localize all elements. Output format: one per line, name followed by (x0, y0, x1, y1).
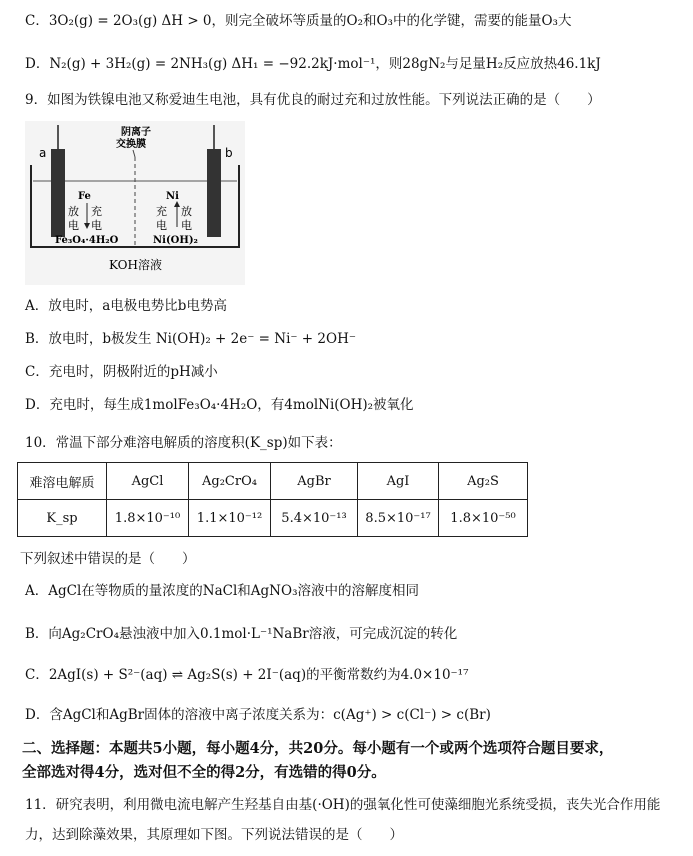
option-d-prev: D．N₂(g) + 3H₂(g) = 2NH₃(g) ΔH₁ = −92.2kJ·mol⁻¹，则28gN₂与足量H₂反应放热46.1kJ (25, 56, 601, 72)
question-10: 10．常温下部分难溶电解质的溶度积(K_sp)如下表： (25, 435, 342, 451)
svg-text:电: 电 (91, 219, 102, 232)
q10-option-d[interactable]: D．含AgCl和AgBr固体的溶液中离子浓度关系为：c(Ag⁺) > c(Cl⁻) > c(Br) (25, 707, 491, 723)
label-b: b (225, 146, 233, 160)
membrane-label-1: 阴离子 (121, 127, 151, 138)
table-cell: AgBr (271, 463, 358, 500)
label-a: a (39, 146, 47, 160)
membrane-label-2: 交换膜 (116, 139, 146, 150)
question-9: 9．如图为铁镍电池又称爱迪生电池，具有优良的耐过充和过放性能。下列说法正确的是（ ） (25, 92, 601, 108)
table-cell: 5.4×10⁻¹³ (271, 500, 358, 537)
table-cell: 1.8×10⁻¹⁰ (107, 500, 189, 537)
question-10-stem: 下列叙述中错误的是（ ） (20, 551, 196, 567)
electrode-b (207, 149, 221, 237)
q9-option-a[interactable]: A．放电时，a电极电势比b电势高 (25, 298, 227, 314)
option-c-prev: C．3O₂(g) = 2O₃(g) ΔH > 0，则完全破坏等质量的O₂和O₃中的化学键，需要的能量O₃大 (25, 13, 572, 29)
question-11: 11．研究表明，利用微电流电解产生羟基自由基(·OH)的强氧化性可使藻细胞光系统受损，丧失光合作用能 (25, 797, 661, 813)
electrode-a (51, 149, 65, 237)
table-cell: 8.5×10⁻¹⁷ (358, 500, 439, 537)
q9-option-b[interactable]: B．放电时，b极发生 Ni(OH)₂ + 2e⁻ = Ni⁻ + 2OH⁻ (25, 331, 356, 347)
svg-text:放: 放 (68, 205, 79, 218)
table-cell: 1.1×10⁻¹² (189, 500, 271, 537)
question-11-cont: 力，达到除藻效果，其原理如下图。下列说法错误的是（ ） (25, 827, 403, 843)
edison-battery-diagram (25, 121, 245, 285)
ksp-table (17, 462, 528, 537)
label-left-product: Fe₃O₄·4H₂O (55, 235, 119, 246)
q9-option-d[interactable]: D．充电时，每生成1molFe₃O₄·4H₂O，有4molNi(OH)₂被氧化 (25, 397, 414, 413)
table-cell: K_sp (18, 500, 107, 537)
table-cell: 1.8×10⁻⁵⁰ (439, 500, 528, 537)
label-electrolyte: KOH溶液 (109, 258, 162, 272)
section-2-heading-cont: 全部选对得4分，选对但不全的得2分，有选错的得0分。 (22, 764, 386, 781)
q10-option-c[interactable]: C．2AgI(s) + S²⁻(aq) ⇌ Ag₂S(s) + 2I⁻(aq)的平衡常数约为4.0×10⁻¹⁷ (25, 667, 469, 683)
table-cell: AgCl (107, 463, 189, 500)
svg-text:电: 电 (181, 219, 192, 232)
svg-text:电: 电 (156, 219, 167, 232)
table-cell: 难溶电解质 (18, 463, 107, 500)
table-header-row (18, 463, 528, 500)
table-cell: Ag₂S (439, 463, 528, 500)
label-ni: Ni (166, 191, 179, 202)
q10-option-b[interactable]: B．向Ag₂CrO₄悬浊液中加入0.1mol·L⁻¹NaBr溶液，可完成沉淀的转化 (25, 626, 458, 642)
svg-text:充: 充 (156, 205, 167, 218)
table-cell: Ag₂CrO₄ (189, 463, 271, 500)
label-right-product: Ni(OH)₂ (153, 235, 198, 246)
q10-option-a[interactable]: A．AgCl在等物质的量浓度的NaCl和AgNO₃溶液中的溶解度相同 (25, 583, 419, 599)
table-cell: AgI (358, 463, 439, 500)
q9-option-c[interactable]: C．充电时，阴极附近的pH减小 (25, 364, 218, 380)
label-fe: Fe (78, 191, 91, 202)
section-2-heading: 二、选择题：本题共5小题，每小题4分，共20分。每小题有一个或两个选项符合题目要求， (22, 740, 614, 757)
svg-text:充: 充 (91, 205, 102, 218)
svg-text:放: 放 (181, 205, 192, 218)
svg-text:电: 电 (68, 219, 79, 232)
table-row (18, 500, 528, 537)
